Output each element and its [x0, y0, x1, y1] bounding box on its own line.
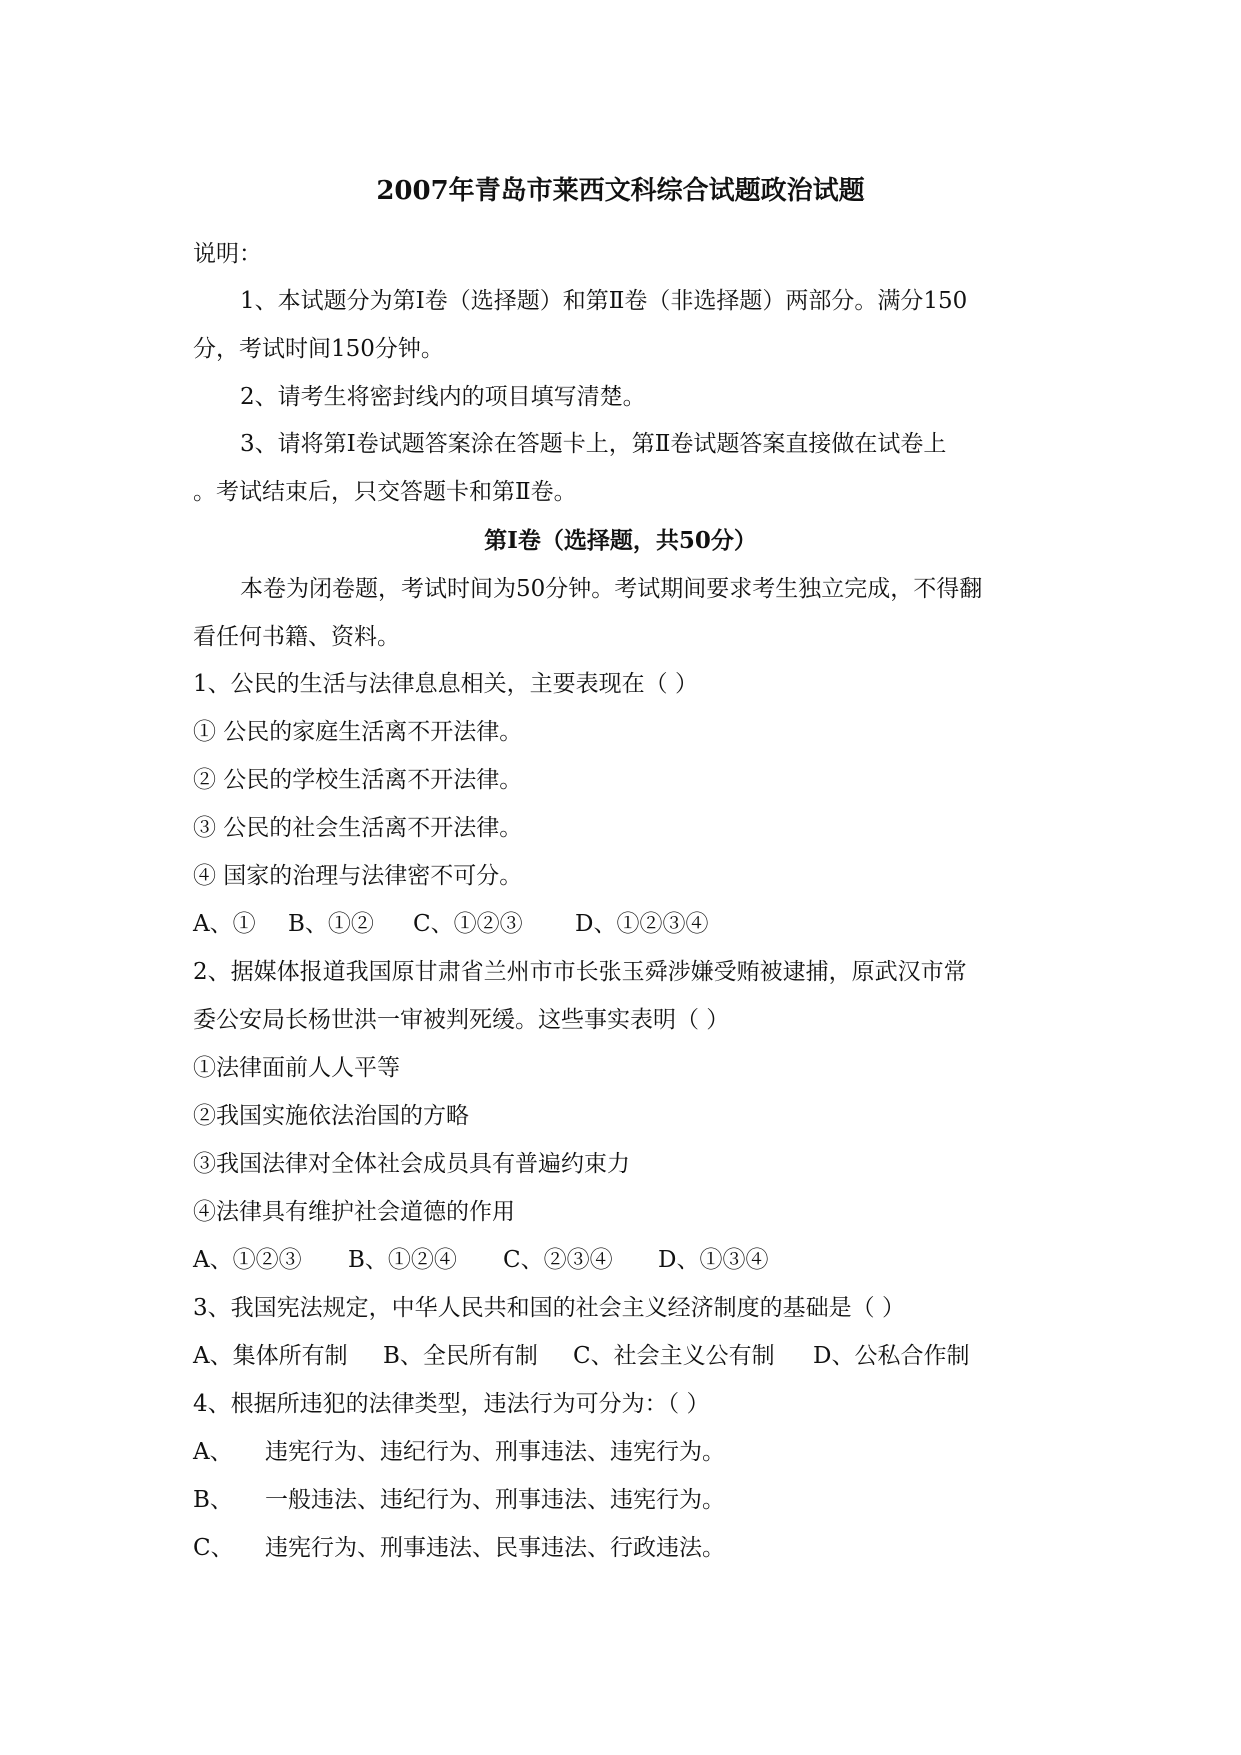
- question-3-choices: [193, 1337, 969, 1370]
- question-2-stem-line-1: 2、据媒体报道我国原甘肃省兰州市市长张玉舜涉嫌受贿被逮捕，原武汉市常: [193, 959, 967, 985]
- question-3-choice-c: C、社会主义公有制: [573, 1343, 775, 1369]
- question-1-choice-c: C、①②③: [413, 911, 523, 937]
- question-2-choice-d: D、①③④: [658, 1247, 769, 1273]
- question-1-statement-1: ① 公民的家庭生活离不开法律。: [193, 719, 523, 745]
- instruction-2: 2、请考生将密封线内的项目填写清楚。: [240, 384, 646, 410]
- question-3-choice-d: D、公私合作制: [813, 1343, 970, 1369]
- question-4-option-b-letter: B、: [193, 1487, 233, 1513]
- question-1-choice-a: A、①: [193, 911, 256, 937]
- question-1-statement-2: ② 公民的学校生活离不开法律。: [193, 767, 523, 793]
- instruction-3-line-2: 。考试结束后，只交答题卡和第Ⅱ卷。: [193, 479, 577, 505]
- question-4-option-c: [193, 1529, 725, 1562]
- question-4-option-b-text: 一般违法、违纪行为、刑事违法、违宪行为。: [265, 1487, 725, 1513]
- question-2-choice-a: A、①②③: [193, 1247, 302, 1273]
- instruction-3-line-1: 3、请将第Ⅰ卷试题答案涂在答题卡上，第Ⅱ卷试题答案直接做在试卷上: [240, 431, 947, 457]
- question-1-choices: [193, 905, 708, 938]
- question-2-statement-1: ①法律面前人人平等: [193, 1055, 400, 1081]
- question-4-option-b: [193, 1481, 725, 1514]
- question-4-option-a-letter: A、: [193, 1439, 233, 1465]
- question-2-choices: [193, 1241, 768, 1274]
- part1-intro-line-2: 看任何书籍、资料。: [193, 624, 400, 650]
- question-3-choice-a: A、集体所有制: [193, 1343, 348, 1369]
- question-4-option-c-text: 违宪行为、刑事违法、民事违法、行政违法。: [265, 1535, 725, 1561]
- question-1-choice-d: D、①②③④: [575, 911, 709, 937]
- page-title: 2007年青岛市莱西文科综合试题政治试题: [376, 176, 865, 206]
- question-2-statement-2: ②我国实施依法治国的方略: [193, 1103, 469, 1129]
- question-2-statement-4: ④法律具有维护社会道德的作用: [193, 1199, 515, 1225]
- question-3-choice-b: B、全民所有制: [383, 1343, 538, 1369]
- question-2-statement-3: ③我国法律对全体社会成员具有普遍约束力: [193, 1151, 630, 1177]
- question-4-option-a-text: 违宪行为、违纪行为、刑事违法、违宪行为。: [265, 1439, 725, 1465]
- instructions-label: 说明：: [193, 241, 262, 267]
- question-4-option-a: [193, 1433, 725, 1466]
- instruction-1-line-2: 分，考试时间150分钟。: [193, 336, 444, 362]
- question-4-option-c-letter: C、: [193, 1535, 234, 1561]
- question-1-statement-4: ④ 国家的治理与法律密不可分。: [193, 863, 523, 889]
- question-1-choice-b: B、①②: [288, 911, 374, 937]
- part1-heading: 第Ⅰ卷（选择题，共50分）: [484, 527, 757, 554]
- question-4-stem: 4、根据所违犯的法律类型，违法行为可分为：（ ）: [193, 1391, 710, 1417]
- part1-intro-line-1: 本卷为闭卷题，考试时间为50分钟。考试期间要求考生独立完成，不得翻: [240, 576, 983, 602]
- question-2-choice-c: C、②③④: [503, 1247, 613, 1273]
- question-1-stem: 1、公民的生活与法律息息相关，主要表现在（ ）: [193, 671, 698, 697]
- question-2-choice-b: B、①②④: [348, 1247, 457, 1273]
- instruction-1-line-1: 1、本试题分为第Ⅰ卷（选择题）和第Ⅱ卷（非选择题）两部分。满分150: [240, 288, 968, 314]
- question-2-stem-line-2: 委公安局长杨世洪一审被判死缓。这些事实表明（ ）: [193, 1007, 730, 1033]
- question-1-statement-3: ③ 公民的社会生活离不开法律。: [193, 815, 523, 841]
- question-3-stem: 3、我国宪法规定，中华人民共和国的社会主义经济制度的基础是（ ）: [193, 1295, 905, 1321]
